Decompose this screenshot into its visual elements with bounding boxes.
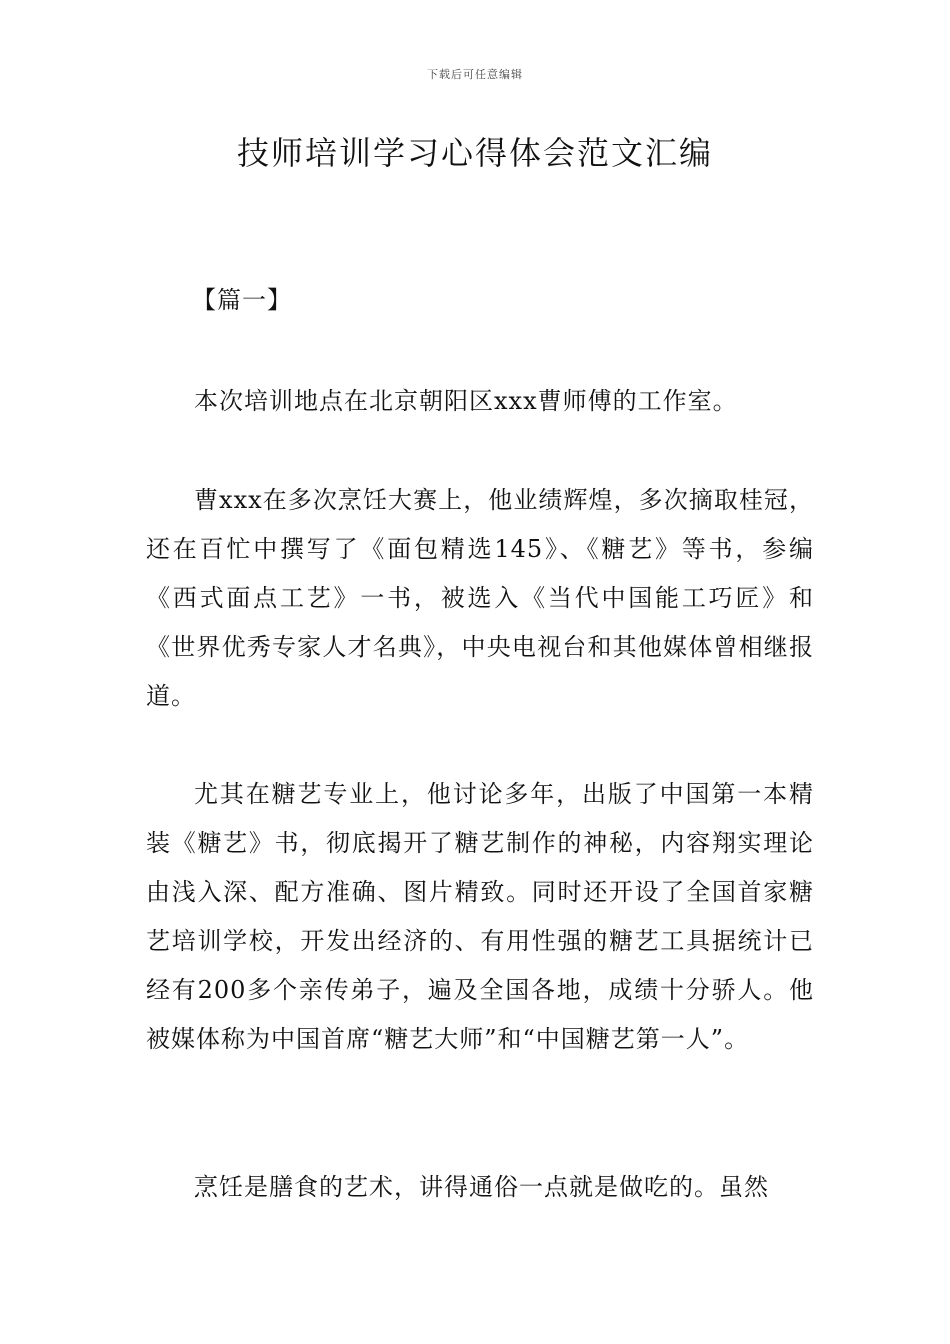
paragraph-text: 曹xxx在多次烹饪大赛上，他业绩辉煌，多次摘取桂冠，还在百忙中撰写了《面包精选145》、《糖艺》等书，参编《西式面点工艺》一书，被选入《当代中国能工巧匠》和《世界优秀专家人才名典》，中央电视台和其他媒体曾相继报道。 xyxy=(146,486,814,710)
paragraph-3 xyxy=(146,770,814,1064)
paragraph-2 xyxy=(146,476,814,721)
paragraph-text: 尤其在糖艺专业上，他讨论多年，出版了中国第一本精装《糖艺》书，彻底揭开了糖艺制作的神秘，内容翔实理论由浅入深、配方准确、图片精致。同时还开设了全国首家糖艺培训学校，开发出经济的、有用性强的糖艺工具据统计已经有200多个亲传弟子，遍及全国各地，成绩十分骄人。他被媒体称为中国首席“糖艺大师”和“中国糖艺第一人”。 xyxy=(146,780,814,1053)
paragraph-4 xyxy=(146,1163,814,1212)
paragraph-text: 烹饪是膳食的艺术，讲得通俗一点就是做吃的。虽然 xyxy=(194,1173,769,1201)
paragraph-1 xyxy=(146,377,814,426)
section-label: 【篇一】 xyxy=(192,286,292,314)
header-note: 下载后可任意编辑 xyxy=(427,68,523,81)
document-title: 技师培训学习心得体会范文汇编 xyxy=(236,134,713,172)
paragraph-text: 本次培训地点在北京朝阳区xxx曹师傅的工作室。 xyxy=(194,387,738,415)
